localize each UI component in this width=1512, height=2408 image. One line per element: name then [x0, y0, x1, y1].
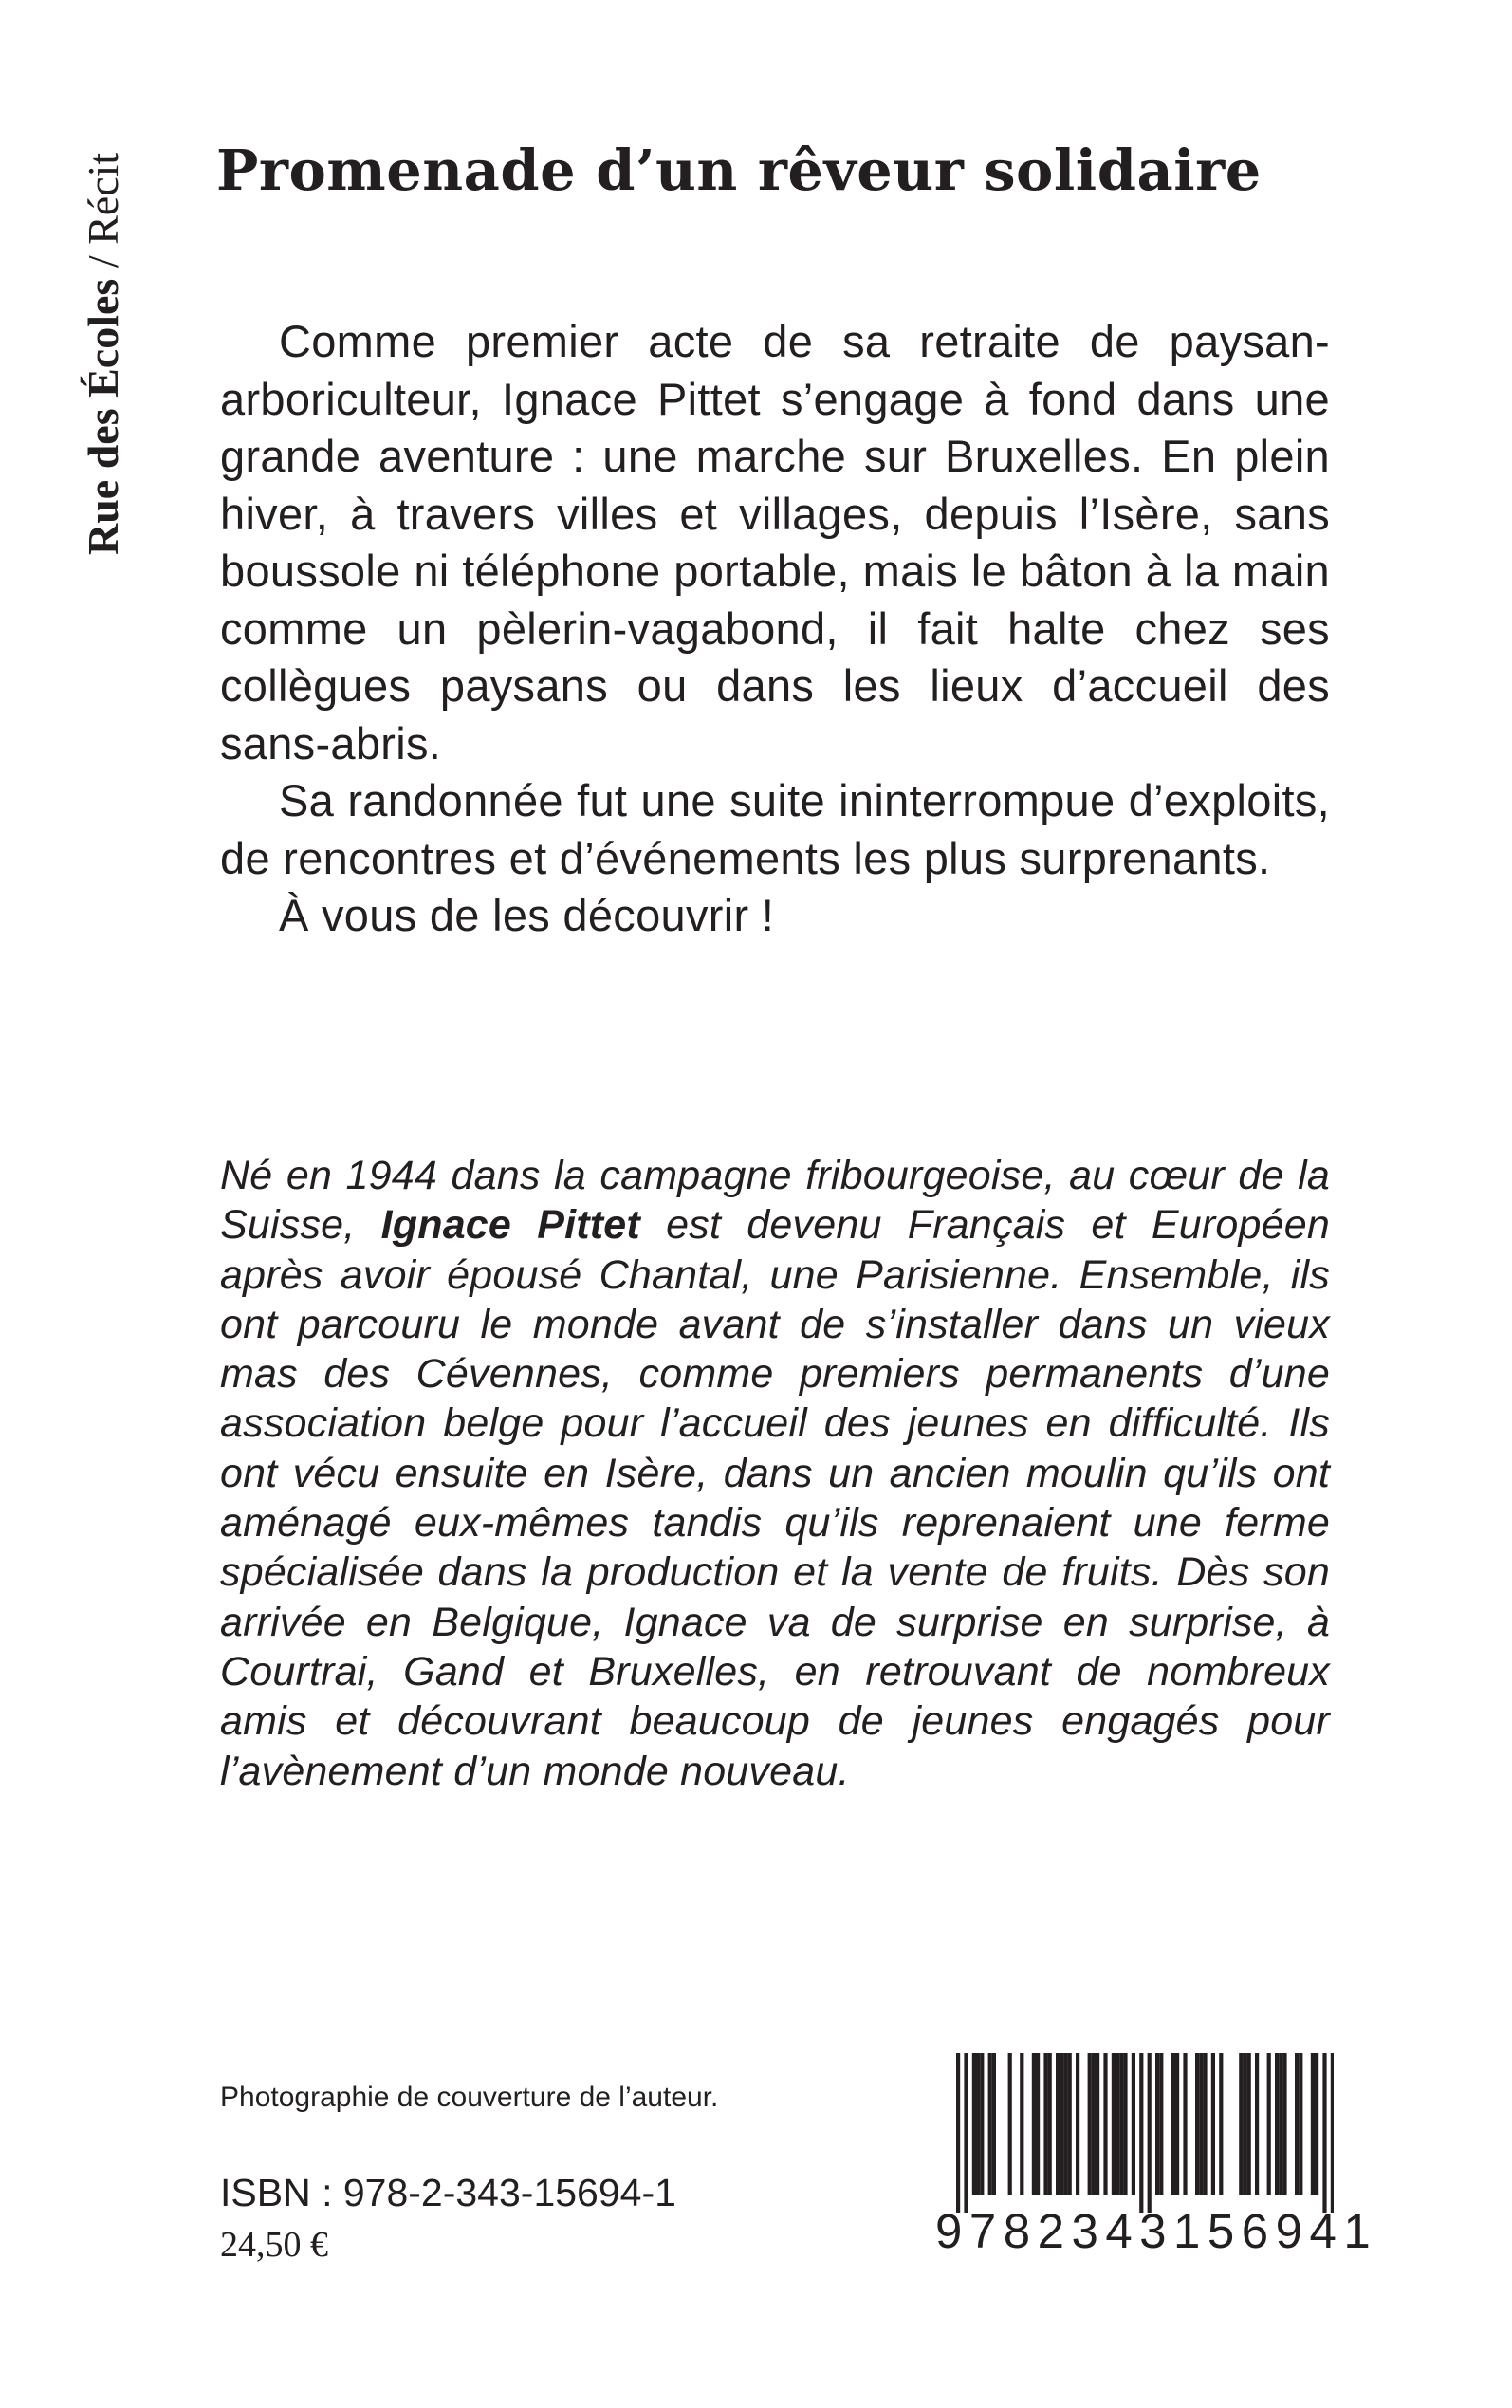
- barcode: [935, 2053, 1378, 2262]
- barcode-bar: [1255, 2053, 1259, 2195]
- barcode-bar: [1088, 2053, 1092, 2195]
- barcode-bar: [1183, 2053, 1187, 2195]
- barcode-bar: [1239, 2053, 1243, 2195]
- barcode-bar: [1092, 2053, 1096, 2195]
- barcode-bar: [956, 2053, 960, 2213]
- bio-text-rest: est devenu Français et Européen après avoir épousé Chantal, une Parisienne. Ensemble, ils ont parcouru le monde avant de s’installer dans un vieux mas des Cévennes, comme premiers permanents d’une association belge pour l’accueil des jeunes en difficulté. Ils ont vécu ensuite en Isère, dans un ancien moulin qu’ils ont aménagé eux-mêmes tandis qu’ils reprenaient une ferme spécialisée dans la production et la vente de fruits. Dès son arrivée en Belgique, Ignace va de surprise en surprise, à Courtrai, Gand et Bruxelles, en retrouvant de nombreux amis et découvrant beaucoup de jeunes engagés pour l’avènement d’un monde nouveau.: [220, 1202, 1330, 1794]
- barcode-bar: [1076, 2053, 1079, 2195]
- barcode-bar: [1159, 2053, 1163, 2195]
- barcode-bar: [1139, 2053, 1143, 2213]
- author-bio: [220, 1151, 1330, 1796]
- barcode-bar: [1299, 2053, 1302, 2195]
- price-label: 24,50 €: [220, 2225, 328, 2265]
- barcode-bar: [1043, 2053, 1047, 2195]
- barcode-bar: [1175, 2053, 1179, 2195]
- book-title: Promenade d’un rêveur solidaire: [216, 138, 1262, 203]
- barcode-bar: [972, 2053, 976, 2195]
- barcode-bar: [1295, 2053, 1299, 2195]
- barcode-bar: [1311, 2053, 1315, 2195]
- barcode-bar: [988, 2053, 992, 2195]
- barcode-bar: [1132, 2053, 1135, 2195]
- spine-separator: /: [79, 244, 127, 279]
- barcode-bar: [964, 2053, 968, 2213]
- barcode-bar: [1322, 2053, 1326, 2213]
- photo-credit: Photographie de couverture de l’auteur.: [220, 2082, 719, 2113]
- barcode-bar: [1219, 2053, 1223, 2195]
- barcode-bar: [1155, 2053, 1159, 2195]
- barcode-bar: [1267, 2053, 1271, 2195]
- barcode-bar: [1148, 2053, 1152, 2213]
- barcode-bar: [1275, 2053, 1279, 2195]
- barcode-bar: [1331, 2053, 1334, 2213]
- barcode-bar: [1119, 2053, 1123, 2195]
- isbn-label: ISBN : 978-2-343-15694-1: [220, 2171, 676, 2214]
- barcode-bar: [1032, 2053, 1036, 2195]
- author-name: Ignace Pittet: [380, 1202, 640, 1249]
- barcode-bar: [1243, 2053, 1246, 2195]
- barcode-digits: 9782343156941: [935, 2204, 1378, 2258]
- barcode-bar: [1282, 2053, 1286, 2195]
- summary-block: [220, 313, 1330, 945]
- barcode-bar: [1060, 2053, 1063, 2195]
- barcode-bar: [1096, 2053, 1099, 2195]
- barcode-bar: [1008, 2053, 1012, 2195]
- barcode-bar: [1103, 2053, 1107, 2195]
- barcode-bar: [1203, 2053, 1207, 2195]
- barcode-bar: [1063, 2053, 1067, 2195]
- barcode-bar: [992, 2053, 996, 2195]
- barcode-bar: [1211, 2053, 1215, 2195]
- barcode-bar: [1056, 2053, 1060, 2195]
- summary-paragraph: À vous de les découvrir !: [279, 890, 775, 940]
- spine-text: [79, 152, 127, 555]
- barcode-bar: [1116, 2053, 1119, 2195]
- barcode-bar: [1020, 2053, 1023, 2195]
- bio-text-start: Né en 1944 dans la campagne fribourgeoise, au cœur de la Suisse,: [220, 1153, 1330, 1249]
- barcode-bar: [1123, 2053, 1127, 2195]
- barcode-bar: [1068, 2053, 1072, 2195]
- barcode-bar: [1048, 2053, 1052, 2195]
- barcode-bar: [1247, 2053, 1251, 2195]
- collection-name: Rue des Écoles: [79, 278, 127, 555]
- barcode-bar: [1195, 2053, 1199, 2195]
- summary-paragraph: Comme premier acte de sa retraite de paysan-arboriculteur, Ignace Pittet s’engage à fond dans une grande aventure : une marche sur Bruxelles. En plein hiver, à travers villes et villages, depuis l’Isère, sans boussole ni téléphone portable, mais le bâton à la main comme un pèlerin-vagabond, il fait halte chez ses collègues paysans ou dans les lieux d’accueil des sans-abris.: [220, 316, 1330, 769]
- barcode-bar: [1112, 2053, 1116, 2195]
- barcode-bar: [1279, 2053, 1282, 2195]
- barcode-bar: [976, 2053, 980, 2195]
- barcode-bar: [1171, 2053, 1175, 2195]
- barcode-bar: [980, 2053, 984, 2195]
- barcode-bar: [1315, 2053, 1318, 2195]
- barcode-bar: [1199, 2053, 1203, 2195]
- summary-paragraph: Sa randonnée fut une suite ininterrompue d’exploits, de rencontres et d’événements les plus surprenants.: [220, 775, 1330, 883]
- barcode-bar: [1036, 2053, 1040, 2195]
- genre-label: Récit: [79, 152, 127, 245]
